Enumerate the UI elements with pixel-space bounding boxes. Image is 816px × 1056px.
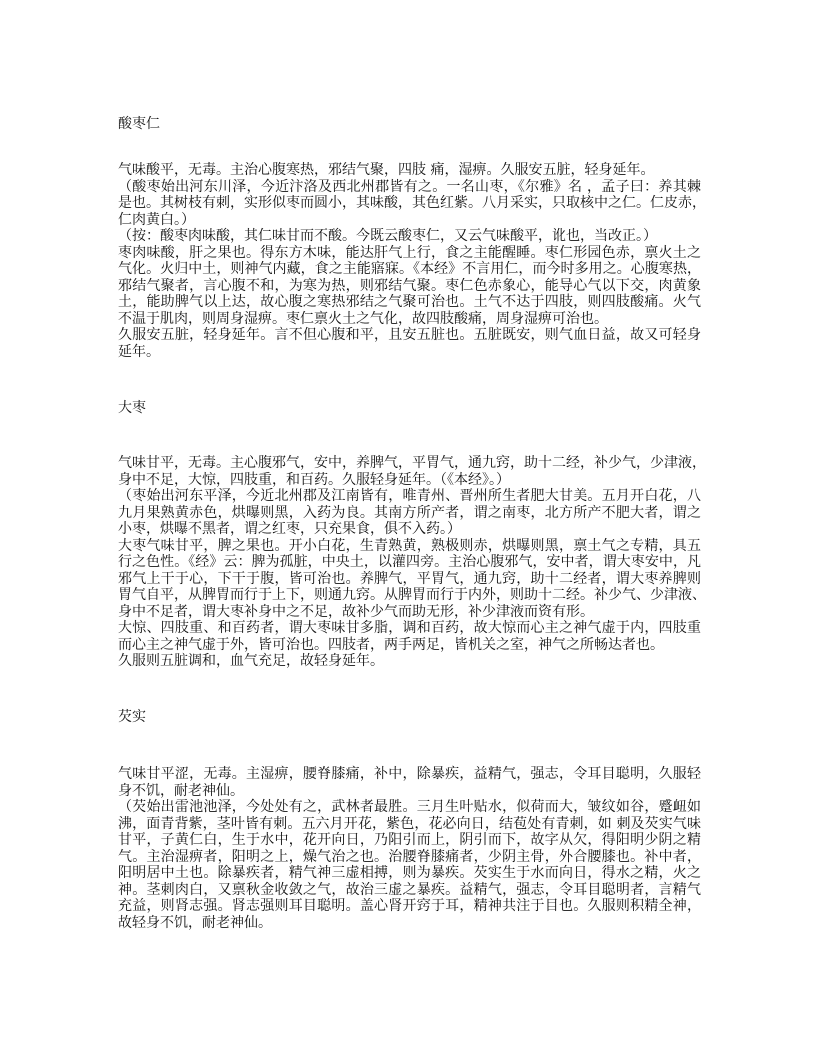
- text-line: 阳明居中土也。除暴疾者，精气神三虚相搏，则为暴疾。芡实生于水而向日，得水之精，火之: [118, 865, 701, 881]
- text-line: 延年。: [118, 343, 160, 360]
- paragraph: [118, 162, 701, 179]
- paragraph: [118, 488, 701, 538]
- text-line: 小枣，烘曝不黑者，谓之红枣，只充果食，俱不入药。）: [118, 521, 461, 537]
- text-line: 身不饥，耐老神仙。: [118, 782, 244, 799]
- text-line: （按：酸枣肉味酸，其仁味甘而不酸。今既云酸枣仁，又云气味酸平，讹也，当改正。）: [118, 228, 657, 244]
- paragraph: [118, 327, 701, 360]
- section-body-dazao: [118, 455, 706, 670]
- text-line: 行之色性。《经》云：脾为孤脏，中央土，以灌四旁。主治心腹邪气，安中者，谓大枣安中，凡: [118, 554, 701, 570]
- section-title-suanzaoren: 酸枣仁: [118, 116, 160, 132]
- section-title-dazao: 大枣: [118, 400, 146, 416]
- text-line: 枣肉味酸，肝之果也。得东方木味，能达肝气上行，食之主能醒睡。枣仁形园色赤，禀火土之: [118, 244, 701, 261]
- text-line: 胃气自平，从脾胃而行于上下，则通九窍。从脾胃而行于内外，则助十二经。补少气、少津液、: [118, 587, 706, 603]
- section-body-qianshi: [118, 766, 701, 931]
- text-line: 九月果熟黄赤色，烘曝则黑，入药为良。其南方所产者，谓之南枣，北方所产不肥大者，谓之: [118, 504, 701, 521]
- text-line: 大枣气味甘平，脾之果也。开小白花，生青熟黄，熟极则赤，烘曝则黑，禀土气之专精，具五: [118, 537, 701, 554]
- text-line: 大惊、四肢重、和百药者，谓大枣味甘多脂，调和百药，故大惊而心主之神气虚于内，四肢重: [118, 620, 701, 636]
- text-line: 气化。火归中土，则神气内藏，食之主能寤寐。《本经》不言用仁，而今时多用之。心腹寒热，: [118, 261, 701, 277]
- text-line: （酸枣始出河东川泽，今近汴洛及西北州郡皆有之。一名山枣，《尔雅》名 ，孟子曰：养其棘: [118, 178, 701, 195]
- text-line: 不温于肌肉，则周身湿痹。枣仁禀火土之气化，故四肢酸痛，周身湿痹可治也。: [118, 310, 608, 327]
- text-line: （枣始出河东平泽，今近北州郡及江南皆有，唯青州、晋州所生者肥大甘美。五月开白花，八: [118, 488, 701, 504]
- paragraph: [118, 620, 701, 653]
- text-line: 身中不足，大惊，四肢重，和百药。久服轻身延年。（《本经》。）: [118, 471, 510, 488]
- paragraph: [118, 178, 706, 229]
- text-line: 土，能助脾气以上达，故心腹之寒热邪结之气聚可治也。土气不达于四肢，则四肢酸痛。火气: [118, 294, 701, 310]
- text-line: 气。主治湿痹者，阳明之上，燥气治之也。治腰脊膝痛者，少阴主骨，外合腰膝也。补中者，: [118, 848, 701, 865]
- text-line: 气味甘平涩，无毒。主湿痹，腰脊膝痛，补中，除暴疾，益精气，强志，令耳目聪明，久服轻: [118, 766, 701, 782]
- text-line: 久服则五脏调和，血气充足，故轻身延年。: [118, 653, 384, 669]
- text-line: 仁肉黄白。）: [118, 211, 195, 228]
- paragraph: [118, 537, 706, 621]
- text-line: 神。茎刺肉白，又禀秋金收敛之气，故治三虚之暴疾。益精气，强志，令耳目聪明者，言精气: [118, 881, 701, 898]
- text-line: 邪气上干于心，下干于腹，皆可治也。养脾气，平胃气，通九窍，助十二经者，谓大枣养脾则: [118, 570, 701, 587]
- paragraph: [118, 228, 701, 245]
- text-line: 充益，则肾志强。肾志强则耳目聪明。盖心肾开窍于耳，精神共注于目也。久服则积精全神，: [118, 898, 701, 914]
- text-line: 身中不足者，谓大枣补身中之不足，故补少气而助无形，补少津液而资有形。: [118, 603, 594, 620]
- text-line: 甘平，子黄仁白，生于水中，花开向日，乃阳引而上，阴引而下，故字从欠，得阳明少阴之精: [118, 832, 701, 848]
- text-line: 故轻身不饥，耐老神仙。: [118, 914, 272, 931]
- text-line: 沸，面青背紫，茎叶皆有刺。五六月开花，紫色，花必向日，结苞处有青刺，如 刺及芡实气味: [118, 815, 701, 832]
- text-line: 气味甘平，无毒。主心腹邪气，安中，养脾气，平胃气，通九窍，助十二经，补少气，少津液，: [118, 455, 706, 471]
- paragraph: [118, 766, 701, 799]
- text-line: （芡始出雷池池泽，今处处有之，武林者最胜。三月生叶贴水，似荷而大，皱纹如谷，蹙衄如: [118, 799, 701, 815]
- section-title-qianshi: 芡实: [118, 709, 146, 725]
- text-line: 是也。其树枝有刺，实形似枣而圆小，其味酸，其色红紫。八月采实，只取核中之仁。仁皮赤，: [118, 195, 706, 211]
- paragraph: [118, 653, 701, 670]
- paragraph: [118, 455, 706, 488]
- text-line: 久服安五脏，轻身延年。言不但心腹和平，且安五脏也。五脏既安，则气血日益，故又可轻身: [118, 327, 701, 343]
- paragraph: [118, 245, 701, 328]
- text-line: 气味酸平，无毒。主治心腹寒热，邪结气聚，四肢 痛，湿痹。久服安五脏，轻身延年。: [118, 162, 655, 178]
- section-body-suanzaoren: [118, 162, 706, 360]
- text-line: 邪结气聚者，言心腹不和，为寒为热，则邪结气聚。枣仁色赤象心，能导心气以下交，肉黄象: [118, 277, 701, 294]
- paragraph: [118, 799, 701, 931]
- text-line: 而心主之神气虚于外，皆可治也。四肢者，两手两足，皆机关之室，神气之所畅达者也。: [118, 636, 664, 653]
